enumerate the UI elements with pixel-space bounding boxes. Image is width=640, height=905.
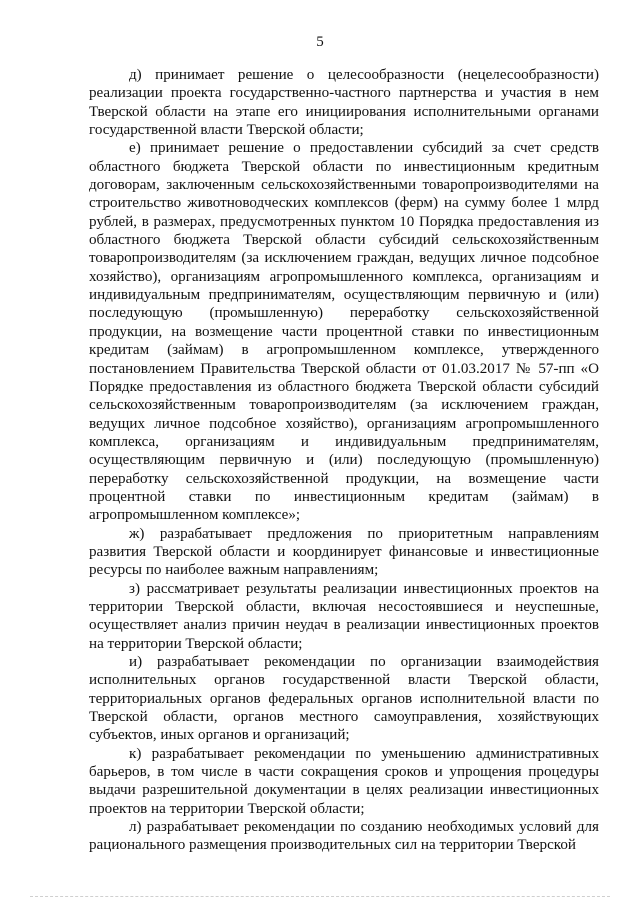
paragraph-e: е) принимает решение о предоставлении субсидий за счет средств областного бюджета Тверской области по инвестиционным кредитным договорам, заключенным сельскохозяйственными товаропроизводителями на строительство животноводческих комплексов (ферм) на сумму более 1 млрд рублей, в размерах, предусмотренных пунктом 10 Порядка предоставления из областного бюджета Тверской области субсидий сельскохозяйственным товаропроизводителям (за исключением граждан, ведущих личное подсобное хозяйство), организациям агропромышленного комплекса, организациям и индивидуальным предпринимателям, осуществляющим первичную и (или) последующую (промышленную) переработку сельскохозяйственной продукции, на возмещение части процентной ставки по инвестиционным кредитам (займам) в агропромышленном комплексе, утвержденного постановлением Правительства Тверской области от 01.03.2017 № 57-пп «О Порядке предоставления из областного бюджета Тверской области субсидий сельскохозяйственным товаропроизводителям (за исключением граждан, ведущих личное подсобное хозяйство), организациям агропромышленного комплекса, организациям и индивидуальным предпринимателям, осуществляющим первичную и (или) последующую (промышленную) переработку сельскохозяйственной продукции, на возмещение части процентной ставки по инвестиционным кредитам (займам) в агропромышленном комплексе»; [89, 140, 599, 524]
paragraph-k: к) разрабатывает рекомендации по уменьшению административных барьеров, в том числе в части сокращения сроков и упрощения процедуры выдачи разрешительной документации в целях реализации инвестиционных проектов на территории Тверской области; [89, 745, 599, 817]
document-body [89, 66, 599, 855]
paragraph-l: л) разрабатывает рекомендации по созданию необходимых условий для рационального размещения производительных сил на территории Тверской [89, 819, 599, 854]
page-number: 5 [316, 34, 324, 50]
scan-edge-divider [30, 896, 610, 897]
paragraph-d: д) принимает решение о целесообразности (нецелесообразности) реализации проекта государственно-частного партнерства и участия в нем Тверской области на этапе его инициирования исполнительными органами государственной власти Тверской области; [89, 67, 599, 139]
paragraph-z: з) рассматривает результаты реализации инвестиционных проектов на территории Тверской области, включая несостоявшиеся и неуспешные, осуществляет анализ причин неудач в реализации инвестиционных проектов на территории Тверской области; [89, 580, 599, 652]
paragraph-i: и) разрабатывает рекомендации по организации взаимодействия исполнительных органов государственной власти Тверской области, территориальных органов федеральных органов исполнительной власти по Тверской области, органов местного самоуправления, хозяйствующих субъектов, иных органов и организаций; [89, 654, 599, 744]
paragraph-zh: ж) разрабатывает предложения по приоритетным направлениям развития Тверской области и координирует финансовые и инвестиционные ресурсы по наиболее важным направлениям; [89, 525, 599, 579]
